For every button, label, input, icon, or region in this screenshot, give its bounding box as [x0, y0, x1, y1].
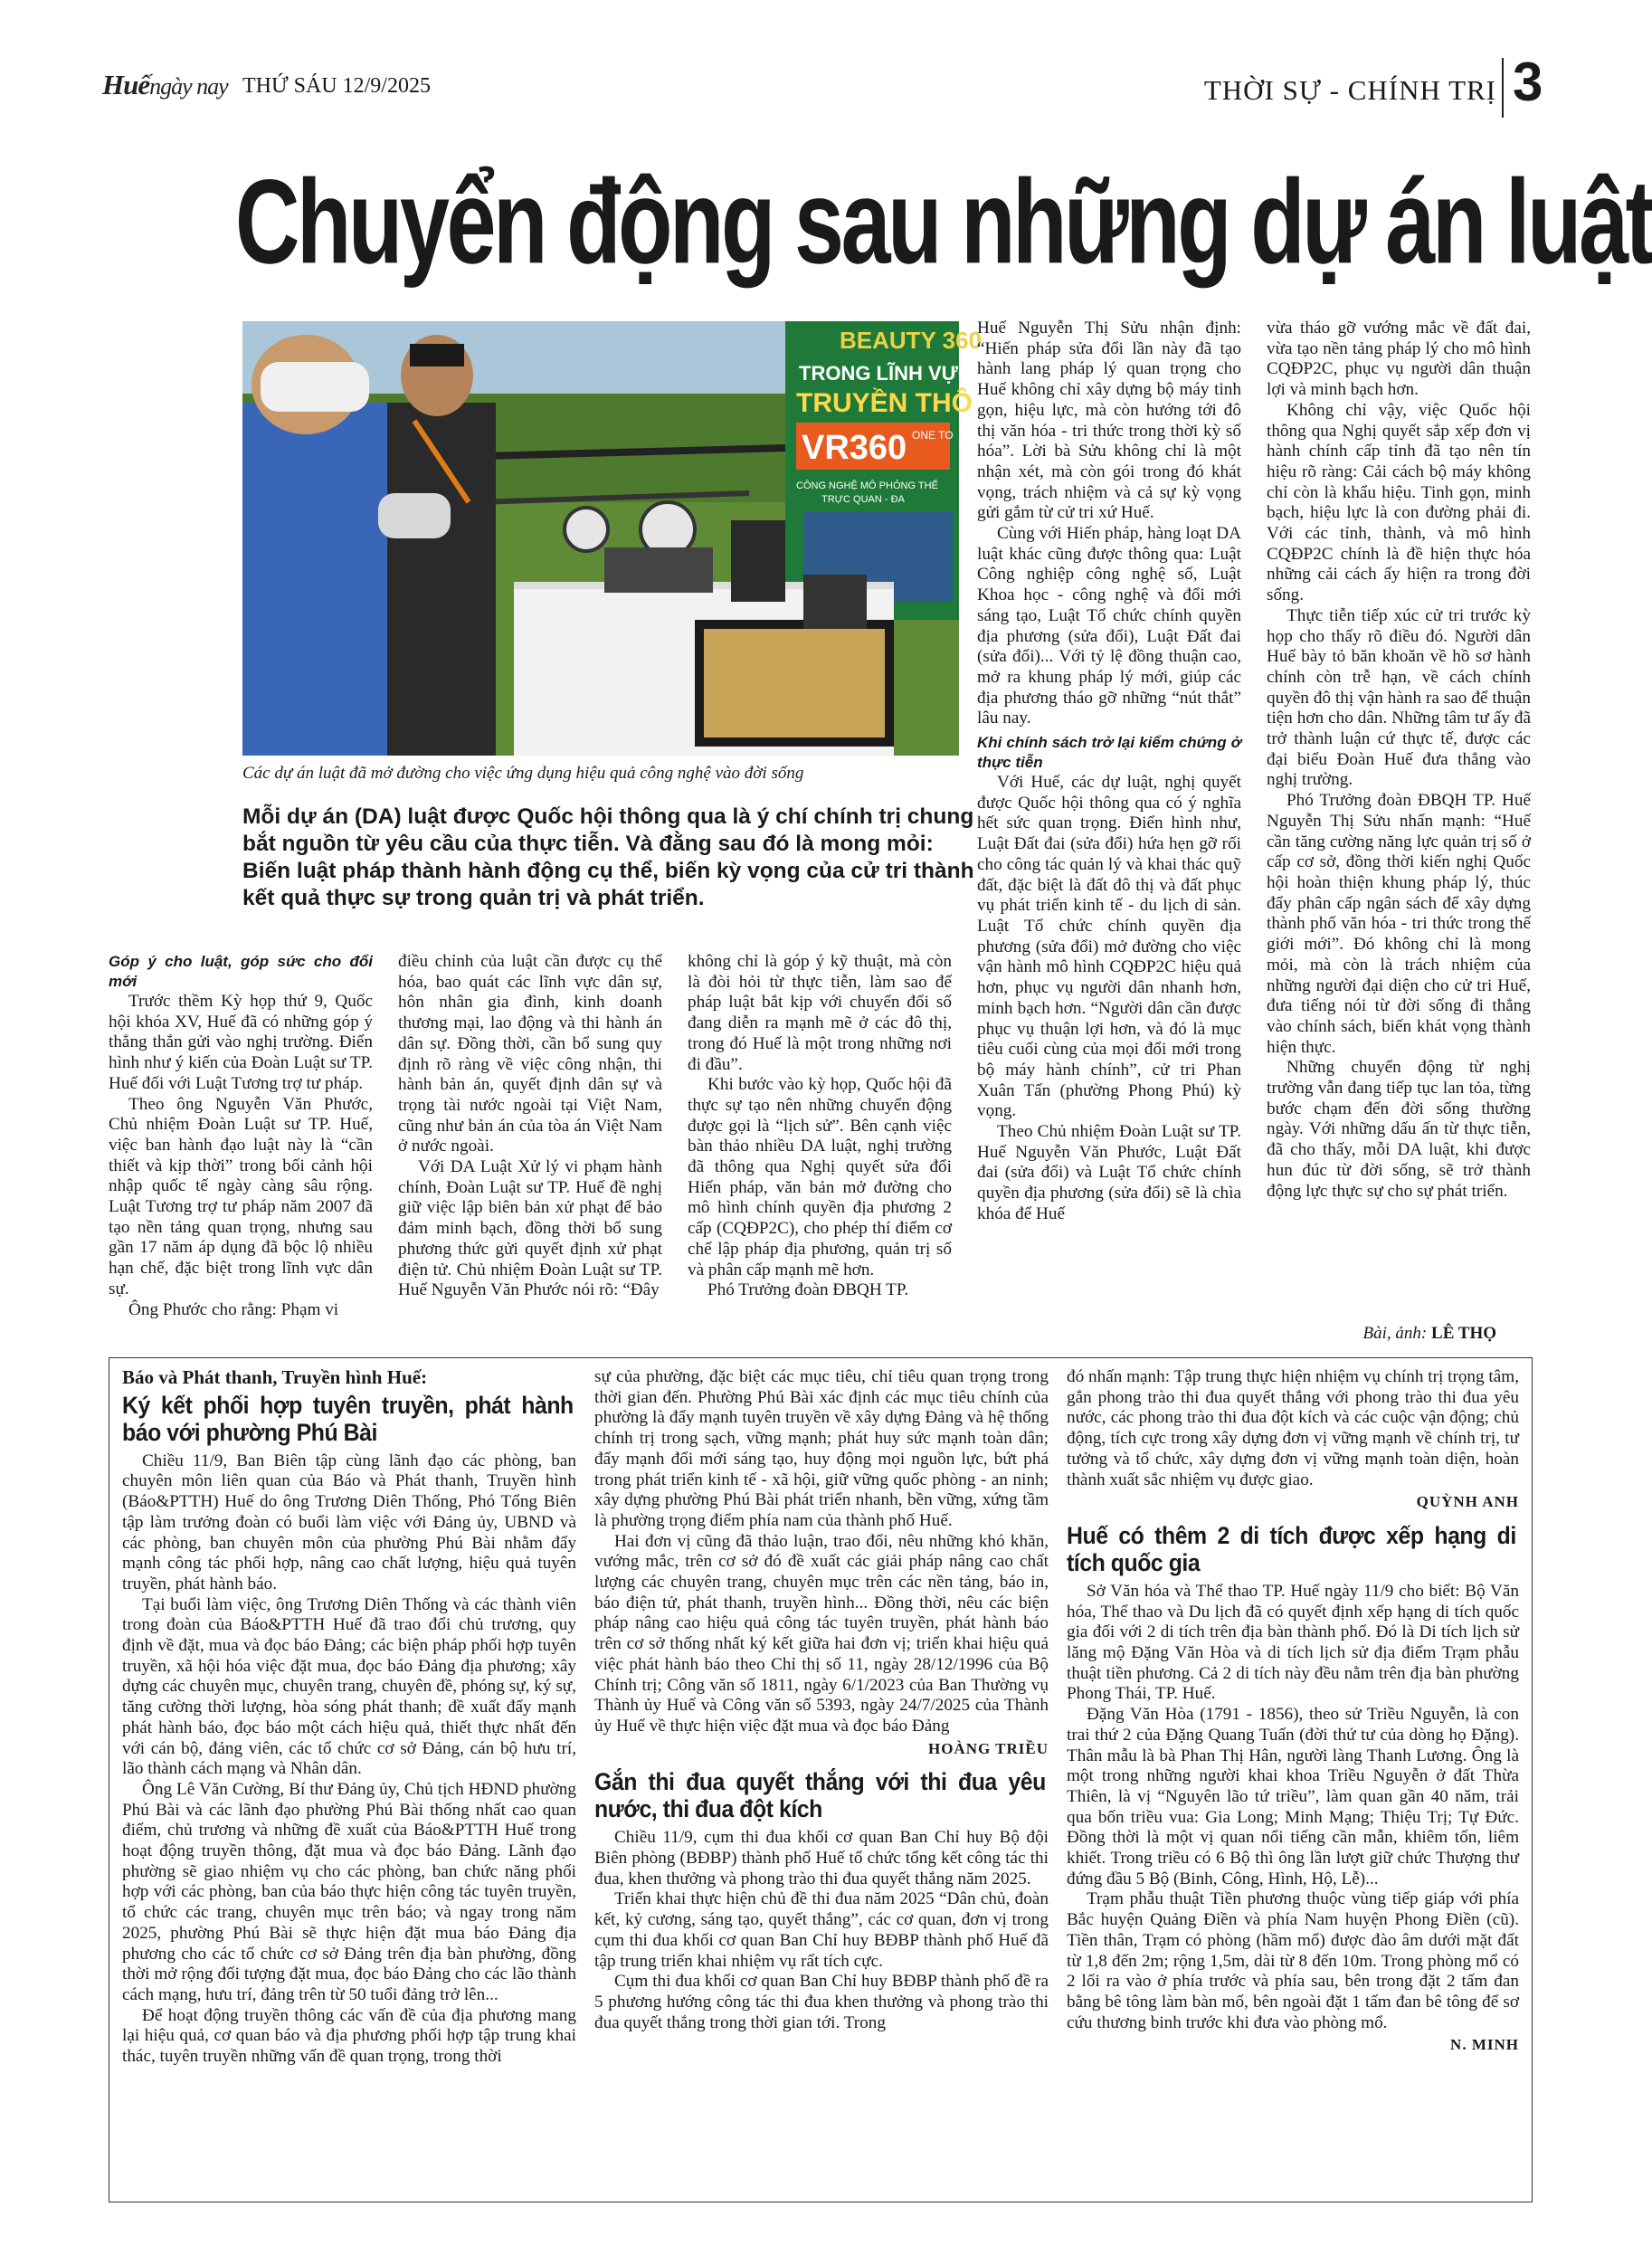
- box-kicker: Báo và Phát thanh, Truyền hình Huế:: [122, 1366, 428, 1388]
- photo-caption: Các dự án luật đã mở đường cho việc ứng dụng hiệu quả công nghệ vào đời sống: [242, 764, 804, 783]
- paragraph: Cùng với Hiến pháp, hàng loạt DA luật khác cũng được thông qua: Luật Công nghiệp công nghệ số, Luật Khoa học - công nghệ và đổi mới sáng tạo, Luật Tổ chức chính quyền địa phương (sửa đổi), Luật Đất đai (sửa đổi)... Với tỷ lệ đồng thuận cao, mở ra khung pháp lý mới, giúp các địa phương tháo gỡ những “nút thắt” lâu nay.: [977, 524, 1241, 728]
- masthead-logo: [102, 69, 228, 101]
- logo-ngay-nay: ngày nay: [149, 73, 228, 100]
- section-name: THỜI SỰ - CHÍNH TRỊ: [1203, 74, 1496, 106]
- paragraph: Chiều 11/9, Ban Biên tập cùng lãnh đạo các phòng, ban chuyên môn liên quan của Báo và Phát thanh, Truyền hình (Báo&PTTH) Huế do ông Trương Diên Thống, Phó Tổng Biên tập làm trưởng đoàn có buổi làm việc với Đảng ủy, UBND và các phòng, ban chuyên môn của phường Phú Bài nhằm đẩy mạnh công tác phối hợp, nâng cao chất lượng, hiệu quả tuyên truyền, phát hành báo.: [122, 1451, 576, 1593]
- story-signature: N. MINH: [1450, 2036, 1519, 2054]
- article-column-2: [398, 952, 662, 1301]
- byline-label: Bài, ảnh:: [1362, 1324, 1428, 1343]
- banner-truc-quan: TRỰC QUAN - ĐA: [821, 494, 905, 505]
- article-column-5: [1267, 319, 1531, 1202]
- paragraph: Cụm thi đua khối cơ quan Ban Chỉ huy BĐBP thành phố đề ra 5 phương hướng công tác thi đua khen thưởng và phong trào thi đua quyết thắng trong thời gian tới. Trong: [594, 1972, 1049, 2032]
- banner-mo-phong: CÔNG NGHỆ MÔ PHỎNG THẾ: [796, 480, 938, 491]
- paragraph: Tại buổi làm việc, ông Trương Diên Thống và các thành viên trong đoàn của Báo&PTTH Huế đã trao đổi chủ trương, quy định về đặt, mua và đọc báo Đảng; các biện pháp phối hợp tuyên truyền, xã hội hóa việc đặt mua, đọc báo Đảng địa phương; xây dựng các chuyên mục, chuyên trang, chuyên đề, phóng sự, ký sự, tăng cường thời lượng, hòa sóng phát thanh; đề xuất đẩy mạnh phát hành báo, đọc báo một cách hiệu quả, thiết thực nhất đến với cán bộ, đảng viên, các tổ chức cơ sở Đảng, cán bộ hưu trí, lão thành cách mạng và Nhân dân.: [122, 1594, 576, 1779]
- subheading-gop-y: Góp ý cho luật, góp sức cho đổi mới: [109, 953, 373, 990]
- banner-beauty: BEAUTY 360: [840, 327, 983, 354]
- paragraph: Phó Trưởng đoàn ĐBQH TP.: [707, 1280, 909, 1300]
- paragraph: Triển khai thực hiện chủ đề thi đua năm 2025 “Dân chủ, đoàn kết, kỷ cương, sáng tạo, quyết thắng”, các cơ quan, đơn vị trong cụm thi đua khối cơ quan Ban Chỉ huy BĐBP thành phố Huế đã tập trung triển khai nhiệm vụ rất tích cực.: [594, 1889, 1049, 1971]
- paragraph: Sở Văn hóa và Thể thao TP. Huế ngày 11/9 cho biết: Bộ Văn hóa, Thể thao và Du lịch đã có quyết định xếp hạng di tích quốc gia đối với 2 di tích trên địa bàn thành phố. Đó là Di tích lịch sử lăng mộ Đặng Văn Hòa và di tích lịch sử địa điểm Trạm phẫu thuật tiền phương. Cả 2 di tích này đều nằm trên địa bàn phường Phong Thái, TP. Huế.: [1067, 1581, 1519, 1704]
- article-column-1: [109, 952, 373, 1320]
- banner-one-to: ONE TO: [912, 429, 954, 442]
- article-byline: [1363, 1324, 1496, 1344]
- box-column-2: [594, 1367, 1049, 2033]
- paragraph: Phó Trưởng đoàn ĐBQH TP. Huế Nguyễn Thị Sửu nhấn mạnh: “Huế cần tăng cường năng lực quản trị số ở cấp cơ sở, đồng thời kiến nghị Quốc hội hoàn thiện khung pháp lý, thúc đẩy phân cấp ngân sách để xây dựng thành phố văn hóa - tri thức trong thế giới mới”. Đó không chỉ là mong mỏi, mà còn là trách nhiệm của những người đại diện cho cử tri Huế, đưa tiếng nói từ đời sống đi thẳng vào chính sách, biến khát vọng thành hiện thực.: [1267, 791, 1531, 1057]
- story-signature: QUỲNH ANH: [1416, 1493, 1519, 1511]
- banner-vr360: VR360: [802, 429, 907, 467]
- photo-illustration: [242, 321, 983, 756]
- article-column-4: [977, 319, 1241, 1225]
- paragraph: Huế Nguyễn Thị Sửu nhận định: “Hiến pháp sửa đổi lần này đã tạo hành lang pháp lý quan trọng cho Huế không chỉ xây dựng bộ máy tinh gọn, hiệu lực, mà còn hướng tới đô thị văn hóa - tri thức trong thời kỳ số hóa”. Lời bà Sửu không chỉ là một nhận xét, mà còn gói trong đó khát vọng, trách nhiệm và cả sự kỳ vọng gửi gắm từ cử tri xứ Huế.: [977, 319, 1241, 523]
- article-photo: [242, 321, 983, 756]
- logo-hue: Huế: [102, 69, 150, 100]
- paragraph: Với DA Luật Xử lý vi phạm hành chính, Đoàn Luật sư TP. Huế đề nghị giữ việc lập biên bản xử phạt để bảo đảm minh bạch, đồng thời bổ sung phương thức gửi quyết định xử phạt điện tử. Chủ nhiệm Đoàn Luật sư TP. Huế Nguyễn Văn Phước nói rõ: “Đây: [398, 1157, 662, 1300]
- paragraph: Ông Lê Văn Cường, Bí thư Đảng ủy, Chủ tịch HĐND phường Phú Bài và các lãnh đạo phường Phú Bài thống nhất cao quan điểm, chủ trương và những đề xuất của Báo&PTTH Huế trong hoạt động truyền thông, đặt mua và đọc báo Đảng. Lãnh đạo phường sẽ giao nhiệm vụ cho các phòng, ban chức năng phối hợp với các phòng, ban của báo thực hiện công tác tuyên truyền, tổ chức các trang, chuyên mục trên báo; và ngay trong năm 2025, phường Phú Bài sẽ thực hiện đặt mua báo Đảng địa phương cho các tổ chức cơ sở Đảng trên địa bàn phường, đồng thời mở rộng đối tượng đặt mua, đọc báo Đảng cho các lão thành cách mạng, hưu trí, đảng trên từ 50 tuổi đảng trở lên...: [122, 1779, 576, 2004]
- article-column-3: [688, 952, 952, 1301]
- banner-truyen-thong: TRUYỀN THÔ: [796, 388, 973, 418]
- paragraph: Không chỉ vậy, việc Quốc hội thông qua Nghị quyết sắp xếp đơn vị hành chính cấp tỉnh đã tạo nên tín hiệu rõ ràng: Cải cách bộ máy không chỉ còn là khẩu hiệu. Tinh gọn, minh bạch, hiệu lực là con đường phải đi. Với các tỉnh, thành, và mô hình CQĐP2C chính là đề hiện thực hóa những cải cách ấy hiện ra trong đời sống.: [1267, 400, 1531, 605]
- story-title-di-tich: Huế có thêm 2 di tích được xếp hạng di tích quốc gia: [1067, 1521, 1516, 1576]
- story-signature: HOÀNG TRIỀU: [927, 1739, 1049, 1757]
- article-lead: Mỗi dự án (DA) luật được Quốc hội thông qua là ý chí chính trị chung bắt nguồn từ yêu cầu của thực tiễn. Và đằng sau đó là mong mỏi: Biến luật pháp thành hành động cụ thể, biến kỳ vọng của cử tri thành kết quả thực sự trong quản trị và phát triển.: [242, 804, 974, 910]
- paragraph: Trước thềm Kỳ họp thứ 9, Quốc hội khóa XV, Huế đã có những góp ý thẳng thắn gửi vào nghị trường. Điển hình như ý kiến của Đoàn Luật sư TP. Huế đối với Luật Tương trợ tư pháp.: [109, 992, 373, 1093]
- header-divider: [1502, 58, 1504, 118]
- issue-date: THỨ SÁU 12/9/2025: [242, 74, 431, 98]
- paragraph: sự của phường, đặc biệt các mục tiêu, chỉ tiêu quan trọng trong thời gian đến. Phường Phú Bài xác định các mục tiêu chính của phường là đẩy mạnh tuyên truyền về xây dựng Đảng và hệ thống chính trị trong sạch, vững mạnh; phát huy sức mạnh toàn dân; đẩy mạnh đổi mới sáng tạo, huy động mọi nguồn lực, bứt phá trong phát triển kinh tế - xã hội, giữ vững quốc phòng - an ninh; xây dựng phường Phú Bài phát triển nhanh, bền vững, xứng tầm là phường trọng điểm phía nam của thành phố Huế.: [594, 1367, 1049, 1530]
- paragraph: vừa tháo gỡ vướng mắc về đất đai, vừa tạo nền tảng pháp lý cho mô hình CQĐP2C, phục vụ người dân thuận lợi và minh bạch hơn.: [1267, 319, 1531, 400]
- paragraph: Hai đơn vị cũng đã thảo luận, trao đổi, nêu những khó khăn, vướng mắc, trên cơ sở đó đề xuất các giải pháp nâng cao chất lượng các chuyên trang, chuyên mục trên các nền tảng, báo in, báo điện tử, phát thanh, truyền hình... Đồng thời, nêu các biện pháp nâng cao hiệu quả công tác tuyên truyền, phát hành báo trên cơ sở thống nhất ký kết giữa hai đơn vị; triển khai hiệu quả việc phát hành báo theo Chỉ thị số 11, ngày 28/12/1996 của Bộ Chính trị; Công văn số 1811, ngày 6/1/2023 của Ban Thường vụ Thành ủy Huế và Công văn số 5393, ngày 24/7/2025 của Thành ủy Huế về thực hiện việc đặt mua và đọc báo Đảng: [594, 1531, 1049, 1736]
- subheading-chinh-sach: Khi chính sách trở lại kiểm chứng ở thực tiễn: [977, 734, 1241, 772]
- box-column-1: [122, 1367, 576, 2068]
- paragraph: Với Huế, các dự luật, nghị quyết được Quốc hội thông qua có ý nghĩa hết sức quan trọng. Điển hình như, Luật Đất đai (sửa đổi) hứa hẹn gỡ rối cho công tác quản lý và khai thác quỹ đất, đặc biệt là đất đô thị và đất phục vụ phát triển kinh tế - du lịch di sản. Luật Tổ chức chính quyền địa phương (sửa đổi) mở đường cho việc vận hành mô hình CQĐP2C hiệu quả hơn, phục vụ người dân nhanh hơn, minh bạch hơn. “Người dân cần được phục vụ thuận lợi hơn, và đó là mục tiêu cuối cùng của mọi đổi mới trong bộ máy hành chính”, cử tri Phan Xuân Tấn (phường Phong Phú) kỳ vọng.: [977, 773, 1241, 1121]
- paragraph: Theo ông Nguyễn Văn Phước, Chủ nhiệm Đoàn Luật sư TP. Huế, việc ban hành đạo luật này là “cần thiết và kịp thời” trong bối cảnh hội nhập quốc tế ngày càng sâu rộng. Luật Tương trợ tư pháp năm 2007 đã tạo nền tảng quan trọng, nhưng sau gần 17 năm áp dụng đã bộc lộ nhiều hạn chế, đặc biệt trong lĩnh vực dân sự.: [109, 1094, 373, 1298]
- paragraph: Trạm phẫu thuật Tiền phương thuộc vùng tiếp giáp với phía Bắc huyện Quảng Điền và phía Nam huyện Phong Điền (cũ). Tiền thân, Trạm có phòng (hầm mổ) được đào âm dưới mặt đất từ 1,8 đến 2m; rộng 1,5m, dài từ 8 đến 10m. Trong phòng mổ có 2 lối ra vào ở phía trước và phía sau, bên trong đặt 2 tấm đan bằng bê tông làm bàn mổ, bên ngoài đặt 1 tấm đan bê tông để sơ cứu thương binh trước khi đưa vào phòng mổ.: [1067, 1889, 1519, 2032]
- news-box: [109, 1357, 1533, 2202]
- paragraph: Ông Phước cho rằng: Phạm vi: [128, 1299, 339, 1319]
- paragraph: điều chỉnh của luật cần được cụ thể hóa, bao quát các lĩnh vực dân sự, hôn nhân gia đình, kinh doanh thương mại, lao động và thi hành án dân sự. Đồng thời, cần bổ sung quy định rõ ràng về việc công nhận, thi hành bản án, quyết định dân sự và trọng tài nước ngoài tại Việt Nam, cũng như bản án của tòa án Việt Nam ở nước ngoài.: [398, 952, 662, 1156]
- paragraph: Đặng Văn Hòa (1791 - 1856), theo sử Triều Nguyễn, là con trai thứ 2 của Đặng Quang Tuấn (đời thứ tư của dòng họ Đặng). Thân mẫu là bà Phan Thị Hân, người làng Thanh Lương. Ông là một trong những người khai khoa Triều Nguyễn ở đất Thừa Thiên, là vị “Nguyên lão tứ triều”, làm quan gần 40 năm, trải qua bốn triều vua: Gia Long; Minh Mạng; Thiệu Trị; Tự Đức. Đồng thời là một vị quan nổi tiếng cần mẫn, khiêm tốn, liêm khiết. Trong triều có 6 Bộ thì ông lần lượt giữ chức Thượng thư đứng đầu 5 Bộ (Binh, Công, Hình, Hộ, Lễ)...: [1067, 1705, 1519, 1888]
- story-title-thi-dua: Gắn thi đua quyết thắng với thi đua yêu nước, thi đua đột kích: [594, 1768, 1046, 1823]
- article-title: Chuyển động sau những dự án luật: [235, 155, 1652, 290]
- paragraph: Thực tiễn tiếp xúc cử tri trước kỳ họp cho thấy rõ điều đó. Người dân Huế bày tỏ băn khoăn về hồ sơ hành chính còn trễ hạn, về cách chính quyền đô thị vận hành ra sao để thuận tiện hơn cho dân. Những tâm tư ấy đã trở thành luận cứ thực tế, được các đại biểu Đoàn Huế đưa thẳng vào nghị trường.: [1267, 605, 1531, 790]
- byline-author: LÊ THỌ: [1431, 1324, 1496, 1343]
- paragraph: Theo Chủ nhiệm Đoàn Luật sư TP. Huế Nguyễn Văn Phước, Luật Đất đai (sửa đổi) và Luật Tổ chức chính quyền địa phương (sửa đổi) sẽ là chìa khóa để Huế: [977, 1122, 1241, 1223]
- paragraph: không chỉ là góp ý kỹ thuật, mà còn là đòi hỏi từ thực tiễn, làm sao để pháp luật bắt kịp với chuyển đổi số đang diễn ra mạnh mẽ ở các đô thị, trong đó Huế là một trong những nơi đi đầu”.: [688, 952, 952, 1074]
- page-number: 3: [1513, 52, 1543, 112]
- paragraph: Những chuyển động từ nghị trường vẫn đang tiếp tục lan tỏa, từng bước chạm đến đời sống thường ngày. Với những dấu ấn từ thực tiễn, đã cho thấy, mỗi DA luật, khi được hun đúc từ đời sống, sẽ trở thành động lực thực sự cho sự phát triển.: [1267, 1058, 1531, 1201]
- story-title-ky-ket: Ký kết phối hợp tuyên truyền, phát hành báo với phường Phú Bài: [122, 1391, 574, 1446]
- paragraph: Khi bước vào kỳ họp, Quốc hội đã thực sự tạo nên những chuyển động được gọi là “lịch sử”. Bên cạnh việc bàn thảo nhiều DA luật, nghị trường đã thông qua Nghị quyết sửa đổi Hiến pháp, văn bản mở đường cho mô hình chính quyền địa phương 2 cấp (CQĐP2C), cho phép thí điểm cơ chế lập pháp địa phương, quản trị số và phân cấp mạnh mẽ hơn.: [688, 1075, 952, 1279]
- box-column-3: [1067, 1367, 1519, 2056]
- paragraph: đó nhấn mạnh: Tập trung thực hiện nhiệm vụ chính trị trọng tâm, gắn phong trào thi đua quyết thắng với phong trào thi đua yêu nước, các phong trào thi đua đột kích và các cuộc vận động; chủ động, tích cực trong xây dựng đơn vị vững mạnh về chính trị, tư tưởng và tổ chức, xây dựng đơn vị vững mạnh toàn diện, hoàn thành xuất sắc nhiệm vụ được giao.: [1067, 1367, 1519, 1489]
- paragraph: Chiều 11/9, cụm thi đua khối cơ quan Ban Chỉ huy Bộ đội Biên phòng (BĐBP) thành phố Huế tổ chức tổng kết công tác thi đua, khen thưởng và phong trào thi đua quyết thắng năm 2025.: [594, 1828, 1049, 1888]
- paragraph: Để hoạt động truyền thông các vấn đề của địa phương mang lại hiệu quả, cơ quan báo và địa phương phối hợp tập trung khai thác, tuyên truyền những vấn đề quan trọng, trong thời: [122, 2005, 576, 2067]
- banner-linh-vuc: TRONG LĨNH VỰC: [799, 362, 973, 385]
